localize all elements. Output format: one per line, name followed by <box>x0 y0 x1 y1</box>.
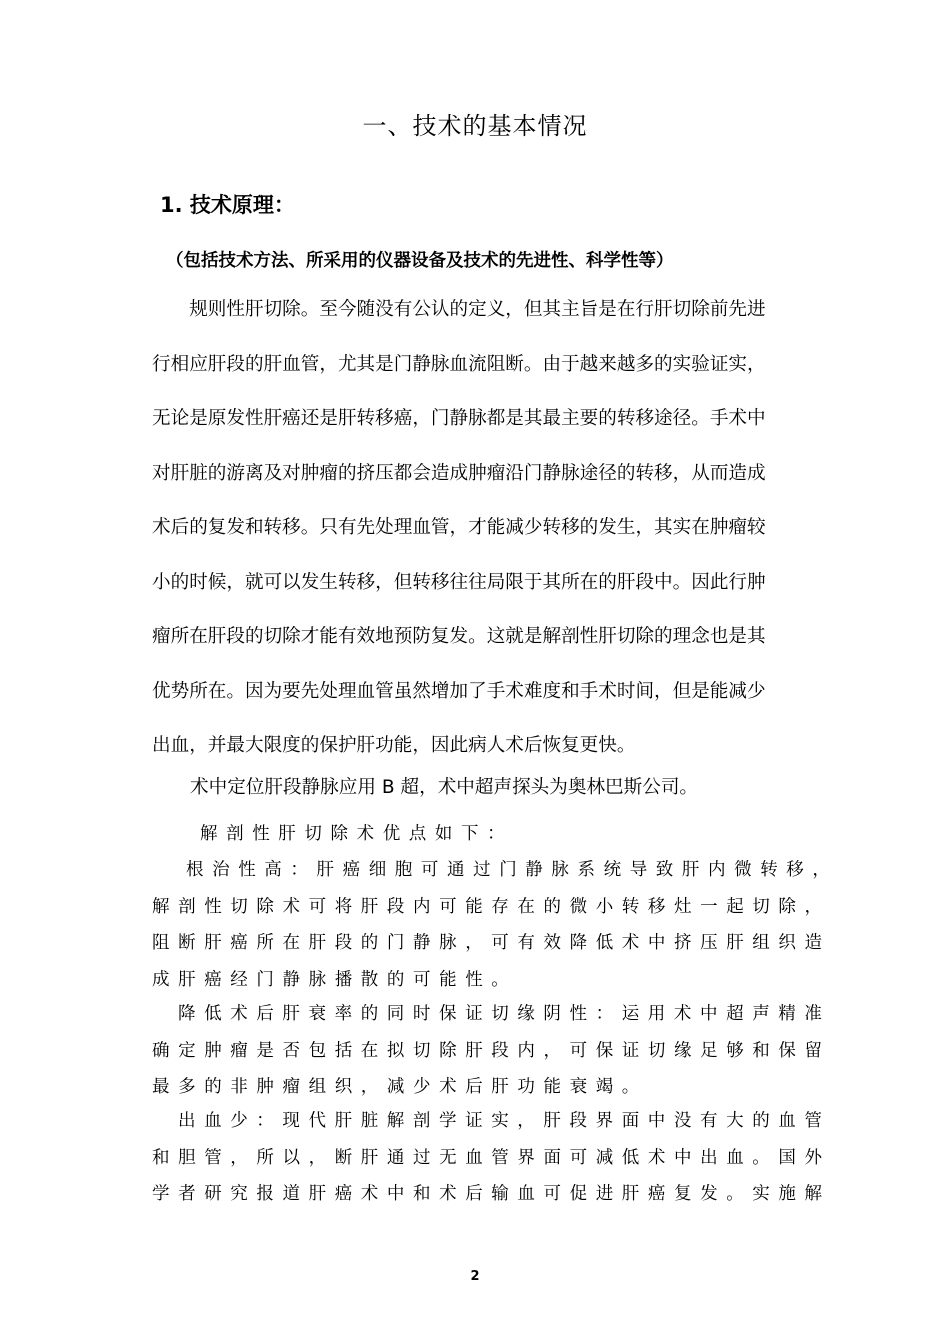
advantage-bleeding <box>152 1103 831 1213</box>
advantage-line: 确定肿瘤是否包括在拟切除肝段内，可保证切缘足够和保留 <box>152 1040 831 1061</box>
advantages-intro-line: 解剖性肝切除术优点如下： <box>200 824 514 844</box>
advantage-line: 最多的非肿瘤组织，减少术后肝功能衰竭。 <box>152 1077 648 1097</box>
paragraph-line: 规则性肝切除。至今随没有公认的定义，但其主旨是在行肝切除前先进 <box>152 299 766 320</box>
advantage-line: 阻断肝癌所在肝段的门静脉，可有效降低术中挤压肝组织造 <box>152 933 831 953</box>
section-subheading: （包括技术方法、所采用的仪器设备及技术的先进性、科学性等） <box>166 251 674 271</box>
advantage-line: 和胆管，所以，断肝通过无血管界面可减低术中出血。国外 <box>152 1147 831 1168</box>
paragraph-line: 术后的复发和转移。只有先处理血管，才能减少转移的发生，其实在肿瘤较 <box>152 517 766 538</box>
ultrasound-paragraph: 术中定位肝段静脉应用 B 超，术中超声探头为奥林巴斯公司。 <box>190 777 699 798</box>
principle-paragraph <box>152 283 817 774</box>
advantage-radical <box>152 852 839 998</box>
advantage-line: 成肝癌经门静脉播散的可能性。 <box>152 969 518 990</box>
section-heading: 1. 技术原理： <box>160 193 295 217</box>
page-title: 一、技术的基本情况 <box>362 112 588 140</box>
page-number: 2 <box>470 1269 480 1284</box>
paragraph-line: 出血，并最大限度的保护肝功能，因此病人术后恢复更快。 <box>152 735 636 756</box>
advantage-line: 出血少：现代肝脏解剖学证实，肝段界面中没有大的血管 <box>178 1111 831 1131</box>
paragraph-line: 小的时候，就可以发生转移，但转移往往局限于其所在的肝段中。因此行肿 <box>152 571 766 593</box>
advantage-line: 根治性高：肝癌细胞可通过门静脉系统导致肝内微转移， <box>186 860 839 880</box>
paragraph-line: 行相应肝段的肝血管，尤其是门静脉血流阻断。由于越来越多的实验证实， <box>152 353 766 375</box>
advantage-line: 解剖性切除术可将肝段内可能存在的微小转移灶一起切除， <box>152 896 831 917</box>
advantage-margin <box>152 996 831 1106</box>
advantage-line: 学者研究报道肝癌术中和术后输血可促进肝癌复发。实施解 <box>152 1184 831 1204</box>
paragraph-line: 优势所在。因为要先处理血管虽然增加了手术难度和手术时间，但是能减少 <box>152 680 766 702</box>
advantage-line: 降低术后肝衰率的同时保证切缘阴性：运用术中超声精准 <box>178 1004 831 1024</box>
paragraph-line: 对肝脏的游离及对肿瘤的挤压都会造成肿瘤沿门静脉途径的转移，从而造成 <box>152 462 766 484</box>
advantages-intro <box>200 816 860 853</box>
paragraph-line: 无论是原发性肝癌还是肝转移癌，门静脉都是其最主要的转移途径。手术中 <box>152 408 766 429</box>
paragraph-line: 瘤所在肝段的切除才能有效地预防复发。这就是解剖性肝切除的理念也是其 <box>152 626 766 647</box>
